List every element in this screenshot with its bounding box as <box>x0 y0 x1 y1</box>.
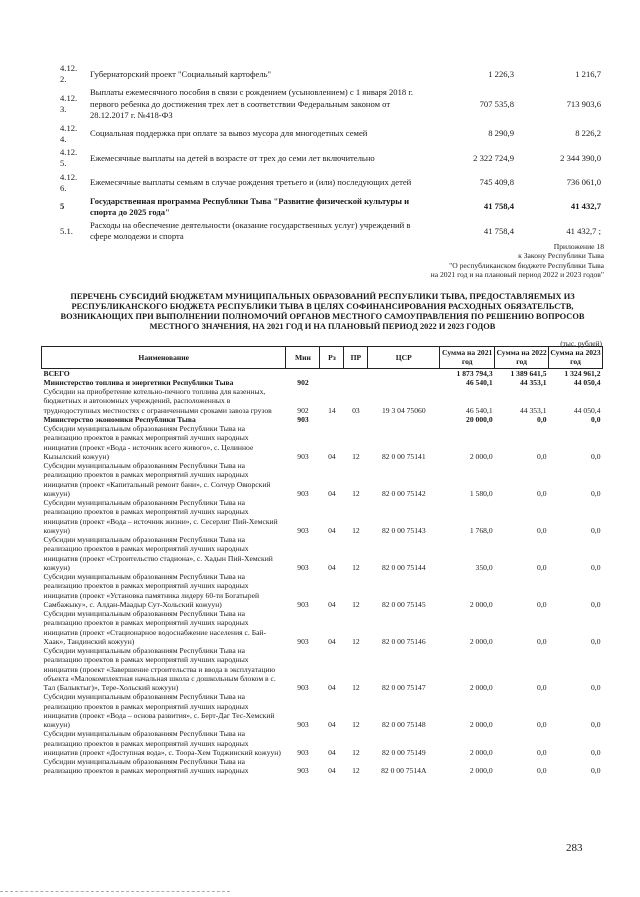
cell-s3: 0,0 <box>591 599 601 609</box>
cell-csr: 82 0 00 75143 <box>381 525 426 535</box>
program-v2: 1 216,7 <box>575 68 601 79</box>
table-row <box>42 692 603 729</box>
cell-min <box>286 368 320 378</box>
table-row <box>42 461 603 498</box>
table-row <box>42 729 603 757</box>
cell-csr <box>368 368 440 378</box>
cell-pr <box>344 368 368 378</box>
program-num: 4.12. 6. <box>60 171 78 193</box>
cell-s1: 2 000,0 <box>469 683 493 692</box>
cell-pr: 12 <box>352 747 360 757</box>
cell-csr: 82 0 00 75149 <box>381 747 426 757</box>
cell-s3: 0,0 <box>591 747 601 757</box>
cell-s1: 2 000,0 <box>469 636 493 646</box>
cell-rz: 04 <box>328 766 336 776</box>
header-csr: ЦСР <box>368 347 440 369</box>
table-row <box>42 646 603 692</box>
program-v2: 736 061,0 <box>566 177 601 188</box>
cell-s1: 46 540,1 <box>466 405 493 415</box>
header-name: Наименование <box>42 347 286 369</box>
cell-csr <box>368 378 440 387</box>
cell-min: 903 <box>297 451 309 461</box>
cell-s3: 0,0 <box>591 720 601 729</box>
cell-csr: 82 0 00 75147 <box>381 683 426 692</box>
program-row <box>58 219 603 243</box>
cell-s1: 350,0 <box>475 562 493 572</box>
cell-rz <box>320 415 344 424</box>
cell-s1: 46 540,1 <box>466 377 493 387</box>
cell-csr: 82 0 00 75148 <box>381 720 426 729</box>
cell-name: Субсидии на приобретение котельно-печного топлива для казенных, бюджетных и автономных учреждений, расположенных в труднодоступных местностях с ограниченными сроками завоза грузов <box>43 387 272 415</box>
cell-min: 903 <box>297 562 309 572</box>
program-name: Выплаты ежемесячного пособия в связи с рождением (усыновлением) с 1 января 2018 г. первого ребенка до достижения трех лет в соответствии Федеральным законом от 28.12.2017 г. №418-ФЗ <box>90 87 414 120</box>
cell-s2: 0,0 <box>537 636 547 646</box>
program-row <box>58 146 603 170</box>
footer-divider <box>0 891 230 892</box>
header-sum-2022: Сумма на 2022 год <box>496 348 547 367</box>
cell-name: Субсидии муниципальным образованиям Республики Тыва на реализацию проектов в рамках мероприятий лучших народных инициатив (проект «Стационарное водоснабжение населения с. Бай-Хаак», Тандинский кожуун) <box>43 609 267 646</box>
cell-min: 903 <box>297 488 309 498</box>
cell-s2: 44 353,1 <box>519 377 547 387</box>
cell-csr: 82 0 00 7514А <box>381 766 427 776</box>
cell-min: 902 <box>297 405 309 415</box>
cell-s1: 2 000,0 <box>469 451 493 461</box>
cell-min: 903 <box>297 599 309 609</box>
program-v1: 1 226,3 <box>488 68 514 79</box>
cell-rz: 04 <box>328 683 336 692</box>
cell-pr <box>344 415 368 424</box>
cell-pr: 12 <box>352 720 360 729</box>
program-table <box>58 62 603 244</box>
cell-name: Министерство топлива и энергетики Республики Тыва <box>43 377 234 387</box>
cell-s3: 0,0 <box>591 414 601 424</box>
cell-name: ВСЕГО <box>43 368 70 378</box>
cell-s2: 44 353,1 <box>519 405 547 415</box>
cell-pr: 12 <box>352 562 360 572</box>
cell-min: 903 <box>297 766 309 776</box>
cell-rz: 04 <box>328 599 336 609</box>
cell-s2: 0,0 <box>537 414 547 424</box>
table-row <box>42 535 603 572</box>
cell-s2: 0,0 <box>537 451 547 461</box>
program-num: 5 <box>60 201 65 212</box>
cell-rz: 04 <box>328 525 336 535</box>
cell-pr: 12 <box>352 636 360 646</box>
units-label: (тыс. рублей) <box>560 339 602 348</box>
cell-name: Субсидии муниципальным образованиям Республики Тыва на реализацию проектов в рамках мероприятий лучших народных инициатив (проект «Завершение строительства и ввода в эксплуатацию объекта «Малокомплектная начальная школа с дошкольным блоком в с. Тал (Балыктыг)», Тере-Хольский кожуун) <box>43 646 276 692</box>
table-row <box>42 757 603 776</box>
cell-min: 903 <box>297 747 309 757</box>
program-row <box>58 122 603 146</box>
cell-s3: 44 050,4 <box>573 377 601 387</box>
cell-rz: 04 <box>328 562 336 572</box>
cell-min: 903 <box>297 414 309 424</box>
program-num: 5.1. <box>60 225 73 236</box>
cell-s2: 0,0 <box>537 766 547 776</box>
header-min: Мин <box>286 347 320 369</box>
cell-name: Субсидии муниципальным образованиям Республики Тыва на реализацию проектов в рамках мероприятий лучших народных <box>43 757 249 776</box>
appendix-note <box>431 242 604 280</box>
program-v1: 2 322 724,9 <box>473 152 514 163</box>
cell-s3: 0,0 <box>591 488 601 498</box>
cell-rz: 14 <box>328 405 336 415</box>
program-v2: 41 432,7 <box>570 201 601 212</box>
program-num: 4.12. 5. <box>60 147 78 169</box>
cell-rz: 04 <box>328 720 336 729</box>
cell-name: Субсидии муниципальным образованиям Республики Тыва на реализацию проектов в рамках мероприятий лучших народных инициатив (проект «Установка памятника лидеру 60-ти Богатырей Самбажыку», с. Алдан-Маадыр Сут-Хольский кожуун) <box>43 572 260 609</box>
program-row <box>58 171 603 195</box>
cell-csr: 82 0 00 75145 <box>381 599 426 609</box>
header-sum-2021: Сумма на 2021 год <box>440 347 495 369</box>
appendix-line: "О республиканском бюджете Республики Тыва <box>449 260 604 270</box>
cell-name: Субсидии муниципальным образованиям Республики Тыва на реализацию проектов в рамках мероприятий лучших народных инициатив (проект «Вода – основа развития», с. Берт-Даг Тес-Хемский кожуун) <box>43 692 275 729</box>
cell-s3: 0,0 <box>591 683 601 692</box>
program-row <box>58 86 603 122</box>
cell-min: 903 <box>297 720 309 729</box>
cell-min: 903 <box>297 636 309 646</box>
cell-s2: 0,0 <box>537 525 547 535</box>
cell-name: Субсидии муниципальным образованиям Республики Тыва на реализацию проектов в рамках мероприятий лучших народных инициатив (проект «Доступная вода», с. Тоора-Хем Тоджинский кожуун) <box>43 729 281 757</box>
cell-min: 902 <box>297 377 309 387</box>
cell-s3: 0,0 <box>591 451 601 461</box>
program-name: Социальная поддержка при оплате за вывоз мусора для многодетных семей <box>90 128 368 139</box>
program-v1: 41 758,4 <box>483 225 514 236</box>
program-v2: 41 432,7 ; <box>566 225 601 236</box>
program-name: Расходы на обеспечение деятельности (оказание государственных услуг) учреждений в сфере молодежи и спорта <box>90 220 411 242</box>
cell-s1: 1 768,0 <box>469 525 493 535</box>
program-v1: 41 758,4 <box>483 201 514 212</box>
cell-s2: 0,0 <box>537 488 547 498</box>
cell-min: 903 <box>297 683 309 692</box>
cell-s2: 0,0 <box>537 720 547 729</box>
cell-s3: 0,0 <box>591 525 601 535</box>
cell-csr: 82 0 00 75144 <box>381 562 426 572</box>
program-name: Ежемесячные выплаты на детей в возрасте от трех до семи лет включительно <box>90 152 375 163</box>
table-row <box>42 609 603 646</box>
cell-pr: 12 <box>352 599 360 609</box>
appendix-line: на 2021 год и на плановый период 2022 и 2023 годов" <box>430 270 604 280</box>
cell-s2: 1 389 641,5 <box>510 368 547 378</box>
cell-rz: 04 <box>328 488 336 498</box>
table-row <box>42 424 603 461</box>
header-rz: Рз <box>320 347 344 369</box>
cell-s3: 0,0 <box>591 562 601 572</box>
cell-pr: 12 <box>352 451 360 461</box>
cell-rz <box>320 368 344 378</box>
appendix-line: к Закону Республики Тыва <box>518 251 604 261</box>
header-pr: ПР <box>344 347 368 369</box>
program-v1: 745 409,8 <box>479 177 514 188</box>
cell-csr: 82 0 00 75142 <box>381 488 426 498</box>
program-row <box>58 62 603 86</box>
cell-s2: 0,0 <box>537 562 547 572</box>
cell-rz: 04 <box>328 451 336 461</box>
cell-s1: 20 000,0 <box>466 414 493 424</box>
appendix-line: Приложение 18 <box>553 242 604 251</box>
program-v2: 713 903,6 <box>566 98 601 109</box>
page-number: 283 <box>566 842 583 854</box>
program-name: Ежемесячные выплаты семьям в случае рождения третьего и (или) последующих детей <box>90 177 412 188</box>
program-num: 4.12. 4. <box>60 122 78 145</box>
table-row <box>42 498 603 535</box>
program-name: Государственная программа Республики Тыва "Развитие физической культуры и спорта до 2025 года" <box>90 195 410 218</box>
header-sum-2023: Сумма на 2023 год <box>550 348 601 367</box>
cell-s2: 0,0 <box>537 747 547 757</box>
cell-pr: 03 <box>352 405 360 415</box>
cell-rz <box>320 378 344 387</box>
cell-s1: 2 000,0 <box>469 766 493 776</box>
program-name: Губернаторский проект "Социальный картофель" <box>90 68 272 79</box>
cell-s3: 44 050,4 <box>573 405 601 415</box>
table-row <box>42 572 603 609</box>
cell-s2: 0,0 <box>537 599 547 609</box>
cell-s1: 2 000,0 <box>469 747 493 757</box>
cell-rz: 04 <box>328 747 336 757</box>
program-num: 4.12. 2. <box>60 63 78 85</box>
cell-min: 903 <box>297 525 309 535</box>
table-row <box>42 368 603 378</box>
cell-name: Министерство экономики Республики Тыва <box>43 414 196 424</box>
program-v1: 8 290,9 <box>488 128 514 139</box>
cell-s1: 2 000,0 <box>469 599 493 609</box>
cell-csr <box>368 415 440 424</box>
cell-pr: 12 <box>352 525 360 535</box>
program-v2: 2 344 390,0 <box>560 152 601 163</box>
table-row <box>42 415 603 424</box>
cell-pr: 12 <box>352 683 360 692</box>
cell-name: Субсидии муниципальным образованиям Республики Тыва на реализацию проектов в рамках мероприятий лучших народных инициатив (проект «Капитальный ремонт бани», с. Солчур Овюрский кожуун) <box>43 461 271 498</box>
cell-pr: 12 <box>352 488 360 498</box>
table-row <box>42 387 603 415</box>
cell-name: Субсидии муниципальным образованиям Республики Тыва на реализацию проектов в рамках мероприятий лучших народных инициатив (проект «Строительство стадиона», с. Хадын Пий-Хемский кожуун) <box>43 535 273 572</box>
cell-csr: 19 3 04 75060 <box>381 405 426 415</box>
program-v1: 707 535,8 <box>479 98 514 109</box>
cell-s1: 1 580,0 <box>469 488 493 498</box>
cell-s1: 1 873 794,3 <box>456 368 493 378</box>
cell-s3: 0,0 <box>591 766 601 776</box>
cell-s3: 0,0 <box>591 636 601 646</box>
cell-name: Субсидии муниципальным образованиям Республики Тыва на реализацию проектов в рамках мероприятий лучших народных инициатив (проект «Вода - источник всего живого», с. Целинное Кызылский кожуун) <box>43 424 254 461</box>
cell-s2: 0,0 <box>537 683 547 692</box>
program-v2: 8 226,2 <box>575 128 601 139</box>
document-title: ПЕРЕЧЕНЬ СУБСИДИЙ БЮДЖЕТАМ МУНИЦИПАЛЬНЫХ ОБРАЗОВАНИЙ РЕСПУБЛИКИ ТЫВА, ПРЕДОСТАВЛЯЕМЫХ ИЗ РЕСПУБЛИКАНСКОГО БЮДЖЕТА РЕСПУБЛИКИ ТЫВА В ЦЕЛЯХ СОФИНАНСИРОВАНИЯ РАСХОДНЫХ ОБЯЗАТЕЛЬСТВ, ВОЗНИКАЮЩИХ ПРИ ВЫПОЛНЕНИИ ПОЛНОМОЧИЙ ОРГАНОВ МЕСТНОГО САМОУПРАВЛЕНИЯ ПО РЕШЕНИЮ ВОПРОСОВ МЕСТНОГО ЗНАЧЕНИЯ, НА 2021 ГОД И НА ПЛАНОВЫЙ ПЕРИОД 2022 И 2023 ГОДОВ <box>60 292 585 332</box>
cell-csr: 82 0 00 75146 <box>381 636 426 646</box>
cell-csr: 82 0 00 75141 <box>381 451 426 461</box>
subsidies-table <box>41 346 603 776</box>
cell-pr <box>344 378 368 387</box>
cell-name: Субсидии муниципальным образованиям Республики Тыва на реализацию проектов в рамках мероприятий лучших народных инициатив (проект «Вода – источник жизни», с. Сесерлиг Пий-Хемский кожуун) <box>43 498 278 535</box>
program-num: 4.12. 3. <box>60 92 78 115</box>
program-row <box>58 195 603 219</box>
table-header-row <box>42 347 603 369</box>
cell-rz: 04 <box>328 636 336 646</box>
cell-pr: 12 <box>352 766 360 776</box>
table-row <box>42 378 603 387</box>
cell-s3: 1 324 961,2 <box>564 368 601 378</box>
cell-s1: 2 000,0 <box>469 720 493 729</box>
